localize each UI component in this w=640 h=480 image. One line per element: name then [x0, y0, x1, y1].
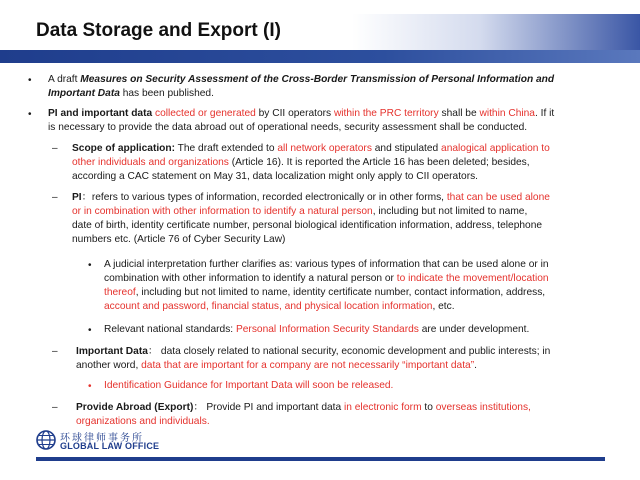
bullet-marker: • — [88, 381, 92, 392]
slide-title: Data Storage and Export (I) — [36, 20, 281, 41]
text-segment: Personal Information Security Standards — [235, 324, 419, 335]
text-segment: , including but not limited to name, identity certificate number, contact information, address, — [135, 287, 546, 298]
text-segment: Important Data — [76, 346, 148, 357]
logo-chinese-name: 环球律师事务所 — [60, 433, 144, 444]
text-segment: (Article 16). It is reported the Article 16 has been deleted; besides, — [228, 157, 530, 168]
text-segment: PI — [72, 192, 82, 203]
text-segment: within the PRC territory — [333, 108, 439, 119]
dash-marker: – — [52, 192, 58, 203]
text-segment: Provide Abroad (Export) — [76, 402, 194, 413]
text-segment: are under development. — [418, 324, 530, 335]
scope-line-1 — [72, 142, 550, 155]
text-segment: analogical application to — [441, 143, 550, 154]
text-segment: The draft extended to — [175, 143, 278, 154]
text-segment: ： Provide PI and important data — [193, 402, 344, 413]
text-segment: has been published. — [119, 88, 214, 99]
text-segment: . If it — [534, 108, 555, 119]
bullet-pi-important-data — [48, 107, 554, 120]
bullet-marker: • — [28, 109, 32, 120]
scope-line-3: according a CAC statement on May 31, data localization might only apply to CII operators. — [72, 171, 479, 182]
pi-line-2 — [72, 205, 527, 218]
guidance-line: Identification Guidance for Important Data will soon be released. — [104, 380, 394, 391]
bullet-marker: • — [28, 75, 32, 86]
pi-line-4: numbers etc. (Article 76 of Cyber Security Law) — [72, 234, 286, 245]
important-data-line-1 — [76, 345, 550, 358]
text-segment: combination with other information to identify a natural person or — [104, 273, 397, 284]
dash-marker: – — [52, 402, 58, 413]
judicial-line-1: A judicial interpretation further clarifies as: various types of information that can be used alone or in — [104, 259, 549, 270]
scope-line-2 — [72, 156, 530, 169]
text-segment: . — [474, 360, 477, 371]
bullet-marker: • — [88, 260, 92, 271]
text-segment: other individuals and organizations — [72, 157, 229, 168]
bullet-draft-measures — [48, 73, 618, 86]
pi-line-1 — [72, 191, 550, 204]
text-segment: ：refers to various types of information, recorded electronically or in other forms, — [81, 192, 447, 203]
text-segment: shall be — [438, 108, 480, 119]
logo-english-name: GLOBAL LAW OFFICE — [60, 441, 160, 451]
judicial-line-4 — [104, 300, 455, 313]
text-segment: Relevant national standards: — [104, 324, 236, 335]
text-segment: thereof — [104, 287, 136, 298]
dash-marker: – — [52, 143, 58, 154]
text-segment: to — [421, 402, 436, 413]
pi-line-3: date of birth, identity certificate number, personal biological identification information, address, telephone — [72, 220, 543, 231]
bullet-draft-measures-cont — [48, 87, 214, 100]
important-data-line-2 — [76, 359, 477, 372]
text-segment: within China — [479, 108, 535, 119]
text-segment: PI and important data — [48, 108, 155, 119]
judicial-line-3 — [104, 286, 545, 299]
text-segment: and stipulated — [371, 143, 442, 154]
judicial-line-2 — [104, 272, 549, 285]
title-underline-bar — [0, 50, 640, 63]
standards-line — [104, 323, 529, 336]
text-segment: A draft — [48, 74, 81, 85]
dash-marker: – — [52, 346, 58, 357]
text-segment: in electronic form — [344, 402, 422, 413]
text-segment: or in combination with other information to identify a natural person — [72, 206, 373, 217]
text-segment: collected or generated — [154, 108, 256, 119]
text-segment: another word, — [76, 360, 142, 371]
export-line-1 — [76, 401, 531, 414]
text-segment: overseas institutions, — [435, 402, 531, 413]
export-line-2: organizations and individuals. — [76, 416, 210, 427]
text-segment: all network operators — [277, 143, 372, 154]
text-segment: , etc. — [432, 301, 455, 312]
bullet-marker: • — [88, 325, 92, 336]
text-segment: Measures on Security Assessment of the Cross-Border Transmission of Personal Information and — [80, 74, 555, 85]
footer-rule — [36, 457, 605, 461]
text-segment: ： data closely related to national security, economic development and public interests; in — [147, 346, 551, 357]
text-segment: account and password, financial status, and physical location information — [104, 301, 433, 312]
text-segment: by CII operators — [255, 108, 334, 119]
text-segment: Scope of application: — [72, 143, 176, 154]
text-segment: data that are important for a company are not necessarily “important data” — [141, 360, 475, 371]
text-segment: to indicate the movement/location — [396, 273, 549, 284]
text-segment: that can be used alone — [446, 192, 550, 203]
text-segment: , including but not limited to name, — [372, 206, 528, 217]
text-segment: Important Data — [48, 88, 120, 99]
bullet-pi-important-data-cont: is necessary to provide the data abroad out of operational needs, security assessment shall be conducted. — [48, 122, 528, 133]
globe-icon — [36, 430, 56, 450]
global-law-office-logo — [36, 428, 186, 454]
